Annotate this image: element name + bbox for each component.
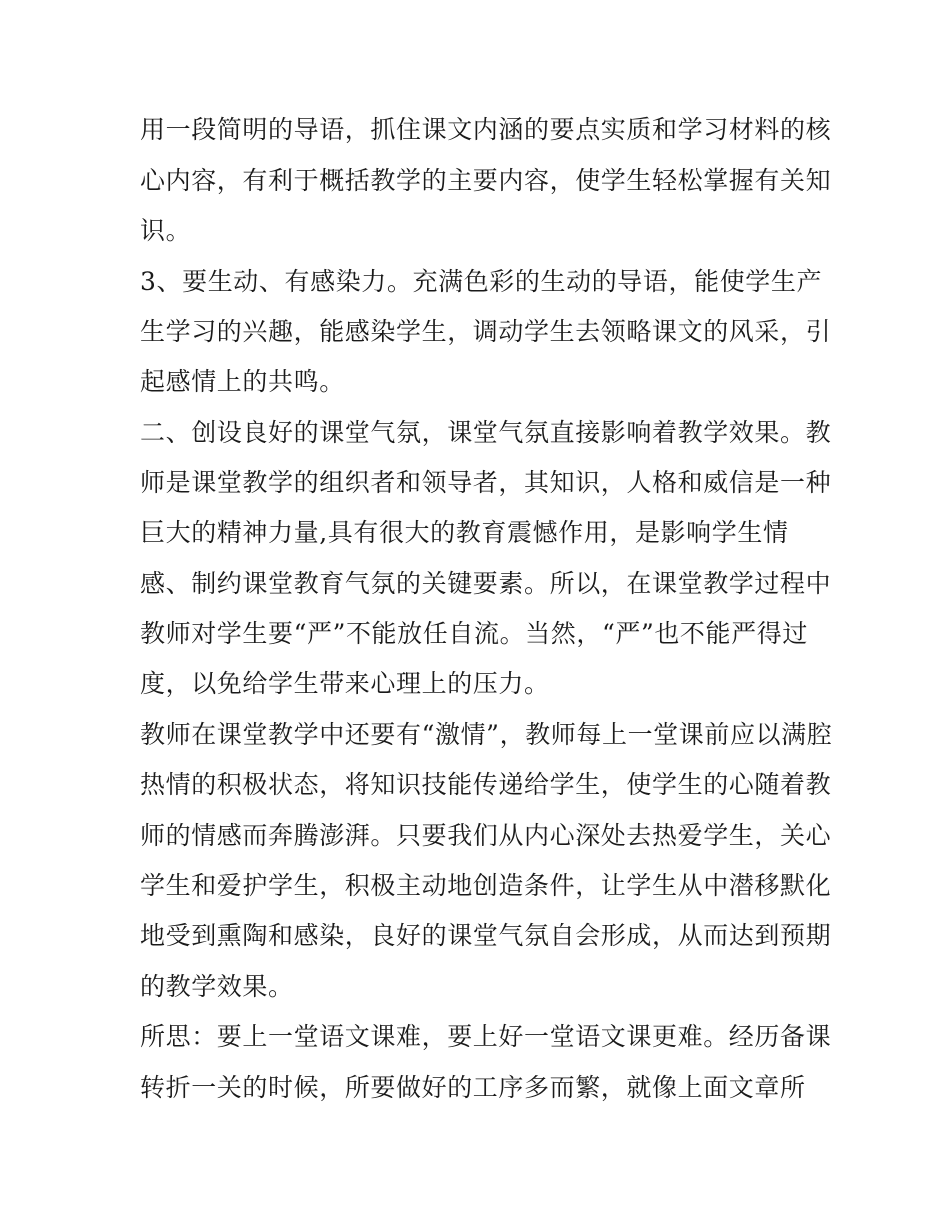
text-line: 地受到熏陶和感染，良好的课堂气氛自会形成，从而达到预期 [140,921,832,950]
text-line: 所思：要上一堂语文课难，要上好一堂语文课更难。经历备课 [140,1022,832,1051]
text-line: 3、要生动、有感染力。充满色彩的生动的导语，能使学生产 [140,267,823,296]
text-line: 热情的积极状态，将知识技能传递给学生，使学生的心随着教 [140,770,832,799]
text-line: 的教学效果。 [140,972,294,1001]
text-line: 起感情上的共鸣。 [140,367,345,396]
text-line: 二、创设良好的课堂气氛，课堂气氛直接影响着教学效果。教 [140,418,832,447]
text-line: 心内容，有利于概括教学的主要内容，使学生轻松掌握有关知 [140,166,832,195]
text-line: 转折一关的时候，所要做好的工序多而繁，就像上面文章所 [140,1073,806,1102]
text-line: 感、制约课堂教育气氛的关键要素。所以，在课堂教学过程中 [140,569,832,598]
text-line: 师的情感而奔腾澎湃。只要我们从内心深处去热爱学生，关心 [140,821,832,850]
text-line: 用一段简明的导语，抓住课文内涵的要点实质和学习材料的核 [140,115,832,144]
text-line: 师是课堂教学的组织者和领导者，其知识，人格和威信是一种 [140,468,832,497]
text-line: 教师对学生要“严”不能放任自流。当然，“严”也不能严得过 [140,619,808,648]
text-line: 教师在课堂教学中还要有“激情”，教师每上一堂课前应以满腔 [140,720,833,749]
text-line: 生学习的兴趣，能感染学生，调动学生去领略课文的风采，引 [140,317,832,346]
text-line: 学生和爱护学生，积极主动地创造条件，让学生从中潜移默化 [140,871,832,900]
text-line: 度，以免给学生带来心理上的压力。 [140,669,550,698]
text-line: 识。 [140,216,192,245]
text-line: 巨大的精神力量,具有很大的教育震憾作用，是影响学生情 [140,518,789,547]
